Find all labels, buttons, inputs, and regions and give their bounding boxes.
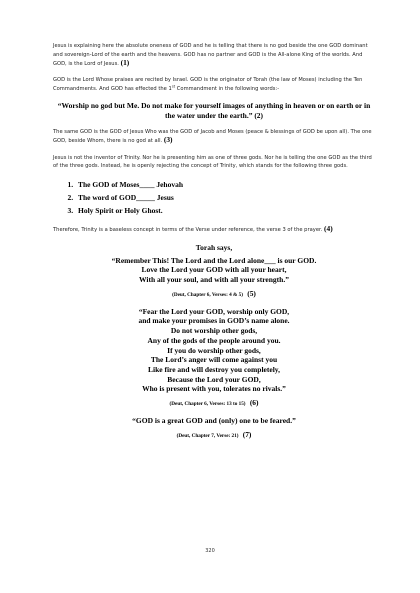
paragraph-text-continued: Commandment in the following words:- — [175, 85, 280, 92]
reference-marker: (2) — [254, 110, 263, 120]
verse-block-1 — [53, 256, 375, 298]
list-item: 3. Holy Spirit or Holy Ghost. — [75, 204, 375, 217]
reference-marker: (6) — [249, 398, 259, 408]
verse-block-2 — [53, 307, 375, 407]
paragraph-text: The same GOD is the GOD of Jesus Who was the GOD of Jacob and Moses (peace & blessings of GOD be upon all). The one GOD, beside Whom, there is no god at all. — [53, 128, 372, 145]
citation-text: (Deut, Chapter 6, Verses: 13 to 15) — [169, 401, 246, 408]
verse-line: Love the Lord your GOD with all your heart, — [141, 265, 287, 275]
verse-line: Like fire and will destroy you completely, — [147, 364, 280, 374]
paragraph-oneness-of-god — [53, 42, 375, 69]
citation-text: (Deut, Chapter 7, Verse: 21) — [176, 432, 239, 439]
page-content — [53, 42, 375, 448]
paragraph-not-trinity — [53, 154, 375, 171]
paragraph-text: Jesus is explaining here the absolute oneness of GOD and he is telling that there is no god beside the one GOD dominant and sovereign-Lord of the earth and the heavens. GOD has no partner and GOD is the All-alone King of the worlds. And GOD, is the Lord of Jesus. — [53, 43, 368, 68]
verse-citation — [53, 430, 375, 439]
verse-line: Who is present with you, tolerates no rivals.” — [142, 384, 286, 394]
paragraph-god-of-jacob — [53, 128, 375, 146]
paragraph-lord-of-israel — [53, 76, 375, 93]
verse-block-3 — [53, 416, 375, 439]
quote-text: “Worship no god but Me. Do not make for yourself images of anything in heaven or on earth or in the water under the earth.” — [57, 101, 371, 120]
ordinal-suffix: st — [171, 84, 176, 89]
verse-line: Do not worship other gods, — [170, 326, 258, 336]
paragraph-text: Therefore, Trinity is a baseless concept in terms of the Verse under reference, the verse 3 of the prayer. — [53, 227, 323, 234]
verse-line: “Fear the Lord your GOD, worship only GOD, — [138, 306, 290, 316]
list-item: 1. The GOD of Moses____ Jehovah — [75, 178, 375, 191]
citation-text: (Deut, Chapter 6, Verses: 4 & 5) — [172, 291, 243, 298]
verse-line: The Lord’s anger will come against you — [150, 355, 278, 365]
torah-heading: Torah says, — [195, 242, 233, 252]
paragraph-text: GOD is the Lord Whose praises are recited by Israel. GOD is the originator of Torah (the law of Moses) including the Ten Commandments. And GOD has effected the 1 — [53, 77, 363, 92]
list-item: 2. The word of GOD_____ Jesus — [75, 191, 375, 204]
verse-line: and make your promises in GOD’s name alone. — [138, 316, 290, 326]
verse-line: “Remember This! The Lord and the Lord alone___ is our GOD. — [111, 255, 317, 265]
paragraph-conclusion — [53, 225, 375, 235]
verse-line: With all your soul, and with all your strength.” — [139, 275, 289, 284]
verse-citation — [53, 398, 375, 407]
reference-marker: (7) — [242, 429, 252, 439]
reference-marker: (1) — [120, 58, 130, 68]
reference-marker: (4) — [324, 224, 333, 234]
verse-line: Any of the gods of the people around you. — [147, 335, 281, 345]
verse-line: If you do worship other gods, — [167, 345, 261, 355]
reference-marker: (5) — [247, 288, 256, 298]
page-number: 320 — [205, 548, 215, 554]
verse-citation — [53, 289, 375, 298]
reference-marker: (3) — [163, 135, 173, 145]
three-gods-list — [53, 178, 375, 217]
paragraph-text: Jesus is not the inventor of Trinity. Nor he is presenting him as one of three gods. Nor he is telling the one GOD as the third of the three gods. Instead, he is openly rejecting the concept of Trinity, which stands for the following three gods. — [53, 154, 372, 170]
verse-line: Because the Lord your GOD, — [167, 374, 261, 384]
first-commandment-quote — [53, 101, 375, 120]
verse-line: “GOD is a great GOD and (only) one to be feared.” — [132, 416, 296, 426]
